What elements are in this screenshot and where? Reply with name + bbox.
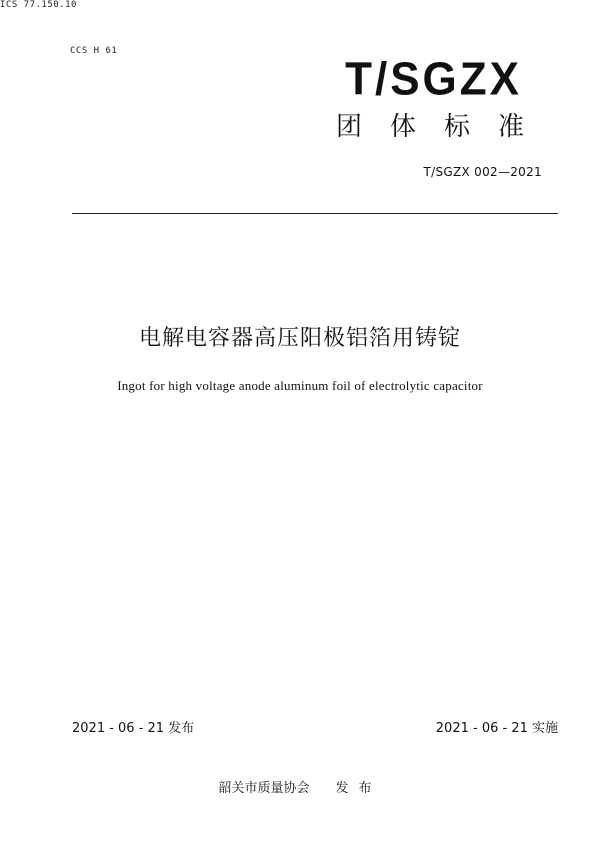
header-divider: [72, 213, 558, 214]
standard-type-label: 团体标准: [335, 112, 552, 142]
publisher-action: 发布: [335, 781, 382, 796]
org-code-heading: T/SGZX: [345, 53, 522, 106]
document-title-chinese: 电解电容器高压阳极铝箔用铸锭: [138, 326, 461, 351]
ics-code: ICS 77.150.10: [0, 0, 77, 10]
release-date: 2021 - 06 - 21 发布: [72, 721, 195, 736]
implementation-date: 2021 - 06 - 21 实施: [435, 721, 558, 736]
standard-number: T/SGZX 002—2021: [423, 165, 542, 179]
publisher-line: [0, 777, 600, 796]
publisher-name: 韶关市质量协会: [218, 781, 310, 796]
ccs-code: CCS H 61: [70, 46, 118, 56]
document-title-english: Ingot for high voltage anode aluminum foil of electrolytic capacitor: [117, 378, 483, 393]
